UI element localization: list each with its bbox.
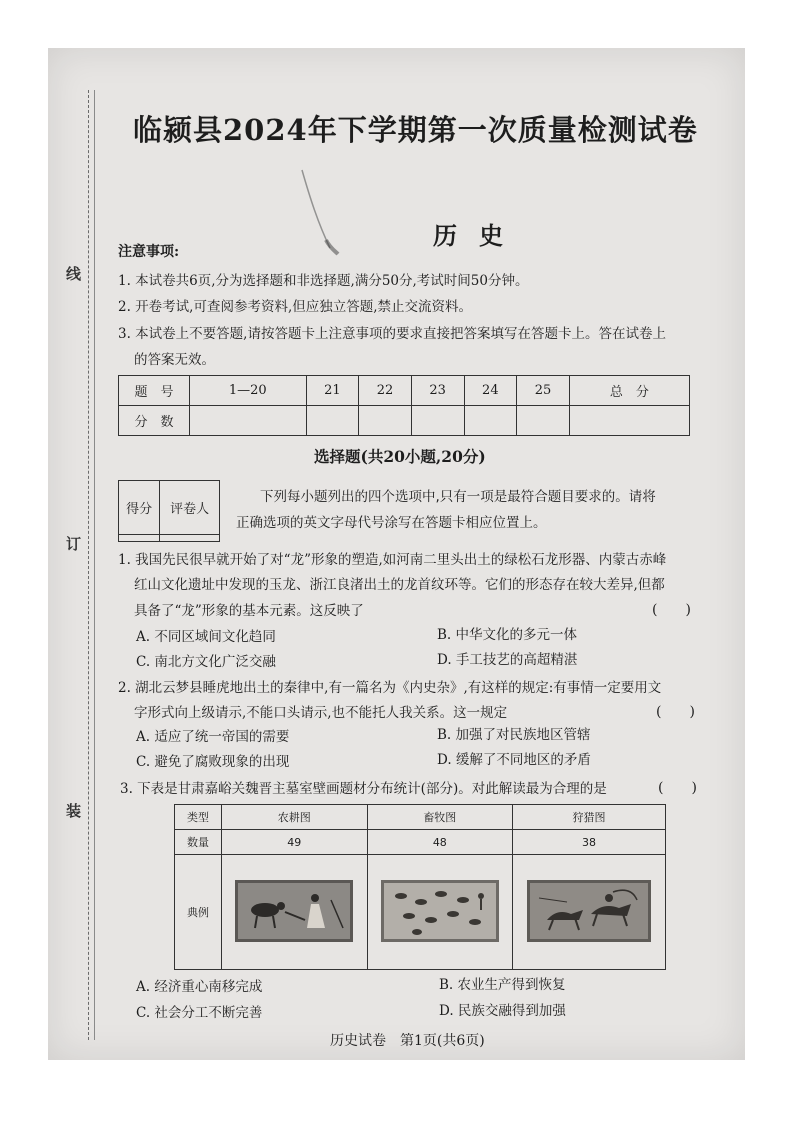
question-stem: 红山文化遗址中发现的玉龙、浙江良渚出土的龙首纹环等。它们的形态存在较大差异,但都 [134, 577, 665, 593]
exam-paper [48, 48, 745, 1060]
option-d: D. 手工技艺的高超精湛 [437, 652, 578, 668]
score-cell [411, 406, 464, 436]
question-stem: 字形式向上级请示,不能口头请示,也不能托人我关系。这一规定 [134, 705, 508, 721]
mural-category: 农耕图 [222, 805, 368, 830]
mural-row-label: 数量 [175, 830, 222, 855]
page-footer: 历史试卷 第1页(共6页) [330, 1033, 485, 1049]
mural-count: 38 [513, 830, 666, 855]
answer-paren: ( ) [656, 704, 695, 720]
score-table [118, 375, 690, 436]
option-b: B. 中华文化的多元一体 [437, 627, 578, 643]
herding-mural-image [381, 880, 499, 942]
page-title: 临颍县2024年下学期第一次质量检测试卷 [133, 113, 698, 147]
score-col-header: 23 [411, 376, 464, 406]
option-c: C. 避免了腐败现象的出现 [136, 754, 290, 770]
option-a: A. 适应了统一帝国的需要 [136, 729, 290, 745]
grader-name-label: 评卷人 [160, 481, 220, 535]
score-col-header: 24 [464, 376, 517, 406]
hunting-mural-image [527, 880, 651, 942]
score-cell [569, 406, 689, 436]
mural-table [174, 804, 666, 970]
question-stem: 具备了“龙”形象的基本元素。这反映了 [134, 603, 364, 619]
notice-item: 3. 本试卷上不要答题,请按答题卡上注意事项的要求直接把答案填写在答题卡上。答在试卷上 [118, 326, 666, 342]
score-table-row [119, 376, 690, 406]
answer-paren: ( ) [658, 780, 697, 796]
answer-paren: ( ) [652, 602, 691, 618]
mural-example-cell [367, 855, 513, 970]
option-d: D. 民族交融得到加强 [439, 1003, 566, 1019]
notice-item: 的答案无效。 [134, 352, 215, 368]
score-cell [190, 406, 307, 436]
score-col-header: 总 分 [569, 376, 689, 406]
mural-count: 49 [222, 830, 368, 855]
score-row-label: 题 号 [119, 376, 190, 406]
section-instruction: 下列每小题列出的四个选项中,只有一项是最符合题目要求的。请将 [260, 489, 656, 505]
notice-item: 1. 本试卷共6页,分为选择题和非选择题,满分50分,考试时间50分钟。 [118, 273, 529, 289]
gutter-char-install: 装 [66, 802, 82, 820]
binding-dashed-line [88, 90, 89, 1040]
mural-category: 狩猎图 [513, 805, 666, 830]
option-a: A. 经济重心南移完成 [136, 979, 263, 995]
score-col-header: 22 [359, 376, 412, 406]
score-col-header: 21 [306, 376, 359, 406]
score-col-header: 25 [517, 376, 570, 406]
gutter-char-line: 线 [66, 265, 82, 283]
score-cell [359, 406, 412, 436]
section-instruction: 正确选项的英文字母代号涂写在答题卡相应位置上。 [236, 515, 547, 531]
option-c: C. 南北方文化广泛交融 [136, 654, 276, 670]
gutter-char-bind: 订 [66, 535, 82, 553]
question-stem: 3. 下表是甘肃嘉峪关魏晋主墓室壁画题材分布统计(部分)。对此解读最为合理的是 [120, 781, 607, 797]
ink-smudge [300, 168, 340, 258]
mural-example-cell [513, 855, 666, 970]
question-stem: 2. 湖北云梦县睡虎地出土的秦律中,有一篇名为《内史杂》,有这样的规定:有事情一定要用文 [118, 680, 662, 696]
farming-mural-image [235, 880, 353, 942]
score-row-label: 分 数 [119, 406, 190, 436]
score-cell [464, 406, 517, 436]
mural-example-cell [222, 855, 368, 970]
grader-box [118, 480, 220, 542]
notice-heading: 注意事项: [118, 244, 180, 260]
mural-category: 畜牧图 [367, 805, 513, 830]
notice-item: 2. 开卷考试,可查阅参考资料,但应独立答题,禁止交流资料。 [118, 299, 473, 315]
grader-cell [119, 534, 160, 541]
option-a: A. 不同区域间文化趋同 [136, 629, 276, 645]
score-table-row [119, 406, 690, 436]
option-b: B. 加强了对民族地区管辖 [437, 727, 591, 743]
mural-count: 48 [367, 830, 513, 855]
question-stem: 1. 我国先民很早就开始了对“龙”形象的塑造,如河南二里头出土的绿松石龙形器、内蒙古赤峰 [118, 552, 667, 568]
option-c: C. 社会分工不断完善 [136, 1005, 263, 1021]
mural-row-label: 典例 [175, 855, 222, 970]
subject-title: 历史 [433, 221, 525, 250]
score-cell [517, 406, 570, 436]
score-cell [306, 406, 359, 436]
binding-solid-line [94, 90, 95, 1040]
score-col-header: 1—20 [190, 376, 307, 406]
grader-score-label: 得分 [119, 481, 160, 535]
option-d: D. 缓解了不同地区的矛盾 [437, 752, 591, 768]
mural-row-label: 类型 [175, 805, 222, 830]
option-b: B. 农业生产得到恢复 [439, 977, 566, 993]
section-heading: 选择题(共20小题,20分) [314, 447, 486, 466]
grader-cell [160, 534, 220, 541]
